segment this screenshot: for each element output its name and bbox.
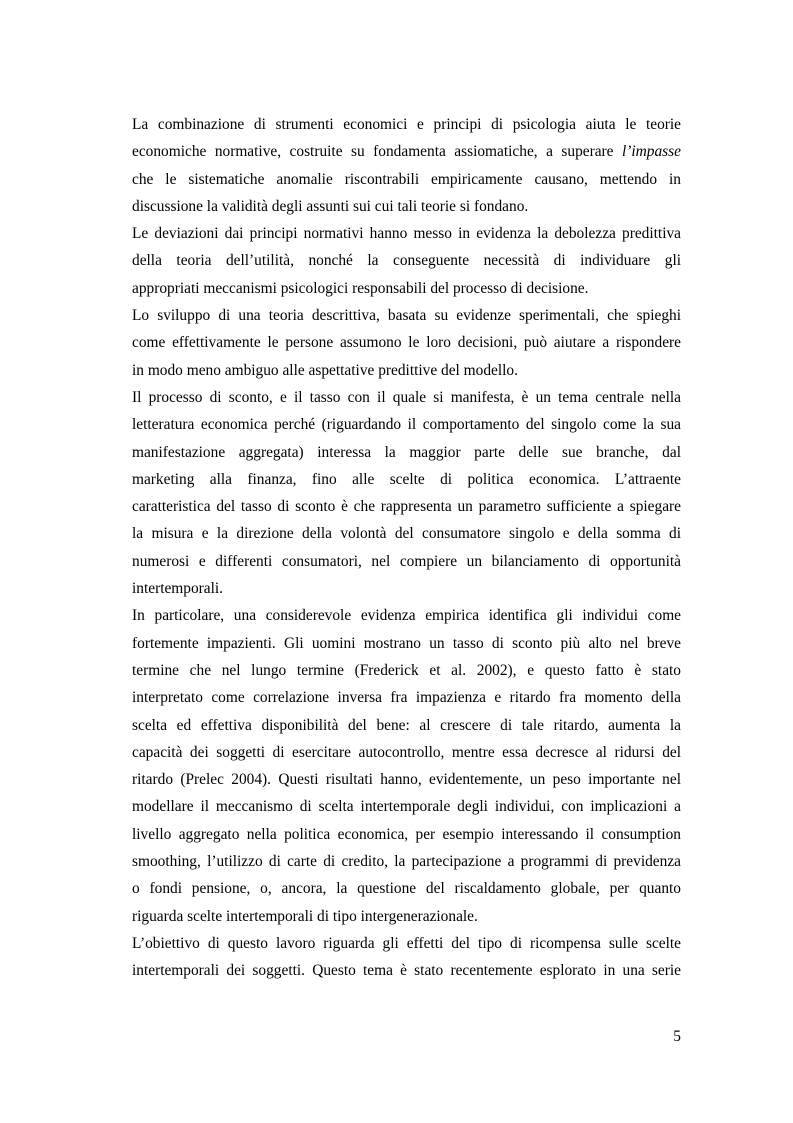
text-run: La combinazione di strumenti economici e principi di psicologia aiuta le teorie	[132, 116, 681, 133]
paragraph	[132, 384, 681, 602]
page-number: 5	[673, 1028, 681, 1045]
text-line	[132, 220, 681, 247]
italic-term: l’impasse	[622, 143, 681, 161]
paragraph	[132, 602, 681, 930]
text-line	[132, 657, 681, 684]
text-run: la misura e la direzione della volontà del consumatore singolo e della somma di	[132, 525, 681, 543]
paragraph	[132, 302, 681, 384]
text-run: ritardo (Prelec 2004). Questi risultati hanno, evidentemente, un peso importante nel	[132, 771, 681, 789]
text-run: economiche normative, costruite su fondamenta assiomatiche, a superare	[132, 143, 622, 161]
text-run: Le deviazioni dai principi normativi hanno messo in evidenza la debolezza predittiva	[132, 225, 681, 243]
text-line	[132, 439, 681, 466]
text-line	[132, 111, 681, 138]
text-line	[132, 247, 681, 274]
text-line	[132, 466, 681, 493]
text-run: letteratura economica perché (riguardando il comportamento del singolo come la sua	[132, 416, 681, 434]
text-line	[132, 957, 681, 984]
text-line	[132, 275, 681, 302]
text-line	[132, 193, 681, 220]
text-line	[132, 493, 681, 520]
text-line	[132, 138, 681, 165]
text-line	[132, 821, 681, 848]
text-run: che le sistematiche anomalie riscontrabili empiricamente causano, mettendo in	[132, 170, 681, 188]
text-run: o fondi pensione, o, ancora, la questione del riscaldamento globale, per quanto	[132, 880, 681, 898]
text-line	[132, 766, 681, 793]
text-run: caratteristica del tasso di sconto è che rappresenta un parametro sufficiente a spiegare	[132, 498, 681, 516]
text-run: in modo meno ambiguo alle aspettative predittive del modello.	[132, 361, 518, 379]
text-run: scelta ed effettiva disponibilità del bene: al crescere di tale ritardo, aumenta la	[132, 716, 681, 734]
text-line	[132, 357, 681, 384]
text-line	[132, 411, 681, 438]
text-run: livello aggregato nella politica economica, per esempio interessando il consumption	[132, 825, 681, 843]
text-line	[132, 930, 681, 957]
text-line	[132, 575, 681, 602]
paragraph	[132, 930, 681, 985]
text-line	[132, 712, 681, 739]
text-run: come effettivamente le persone assumono le loro decisioni, può aiutare a rispondere	[132, 334, 681, 352]
text-run: In particolare, una considerevole evidenza empirica identifica gli individui come	[132, 607, 681, 625]
text-run: numerosi e differenti consumatori, nel compiere un bilanciamento di opportunità	[132, 552, 681, 570]
text-run: termine che nel lungo termine (Frederick et al. 2002), e questo fatto è stato	[132, 661, 681, 679]
text-run: Lo sviluppo di una teoria descrittiva, basata su evidenze sperimentali, che spieghi	[132, 307, 681, 325]
text-line	[132, 793, 681, 820]
text-run: riguarda scelte intertemporali di tipo intergenerazionale.	[132, 907, 478, 925]
text-line	[132, 329, 681, 356]
text-line	[132, 602, 681, 629]
text-line	[132, 302, 681, 329]
text-run: discussione la validità degli assunti sui cui tali teorie si fondano.	[132, 197, 529, 215]
text-run: smoothing, l’utilizzo di carte di credito, la partecipazione a programmi di previdenza	[132, 853, 681, 871]
text-run: fortemente impazienti. Gli uomini mostrano un tasso di sconto più alto nel breve	[132, 634, 681, 652]
text-line	[132, 630, 681, 657]
text-line	[132, 384, 681, 411]
paragraph	[132, 220, 681, 302]
text-run: intertemporali dei soggetti. Questo tema è stato recentemente esplorato in una serie	[132, 962, 681, 980]
text-line	[132, 684, 681, 711]
text-line	[132, 903, 681, 930]
text-run: Il processo di sconto, e il tasso con il quale si manifesta, è un tema centrale nella	[132, 388, 681, 406]
text-line	[132, 166, 681, 193]
text-line	[132, 875, 681, 902]
paragraph	[132, 111, 681, 220]
body-text	[132, 111, 681, 985]
text-run: capacità dei soggetti di esercitare autocontrollo, mentre essa decresce al ridursi del	[132, 743, 681, 761]
text-run: modellare il meccanismo di scelta intertemporale degli individui, con implicazioni a	[132, 798, 681, 816]
text-run: appropriati meccanismi psicologici responsabili del processo di decisione.	[132, 279, 589, 297]
text-line	[132, 848, 681, 875]
text-line	[132, 548, 681, 575]
text-run: interpretato come correlazione inversa fra impazienza e ritardo fra momento della	[132, 689, 681, 707]
text-run: L’obiettivo di questo lavoro riguarda gli effetti del tipo di ricompensa sulle scelte	[132, 934, 681, 952]
text-run: marketing alla finanza, fino alle scelte di politica economica. L’attraente	[132, 470, 681, 488]
text-run: manifestazione aggregata) interessa la maggior parte delle sue branche, dal	[132, 443, 681, 461]
text-run: intertemporali.	[132, 580, 224, 598]
text-line	[132, 739, 681, 766]
text-run: della teoria dell’utilità, nonché la conseguente necessità di individuare gli	[132, 252, 681, 270]
text-line	[132, 520, 681, 547]
